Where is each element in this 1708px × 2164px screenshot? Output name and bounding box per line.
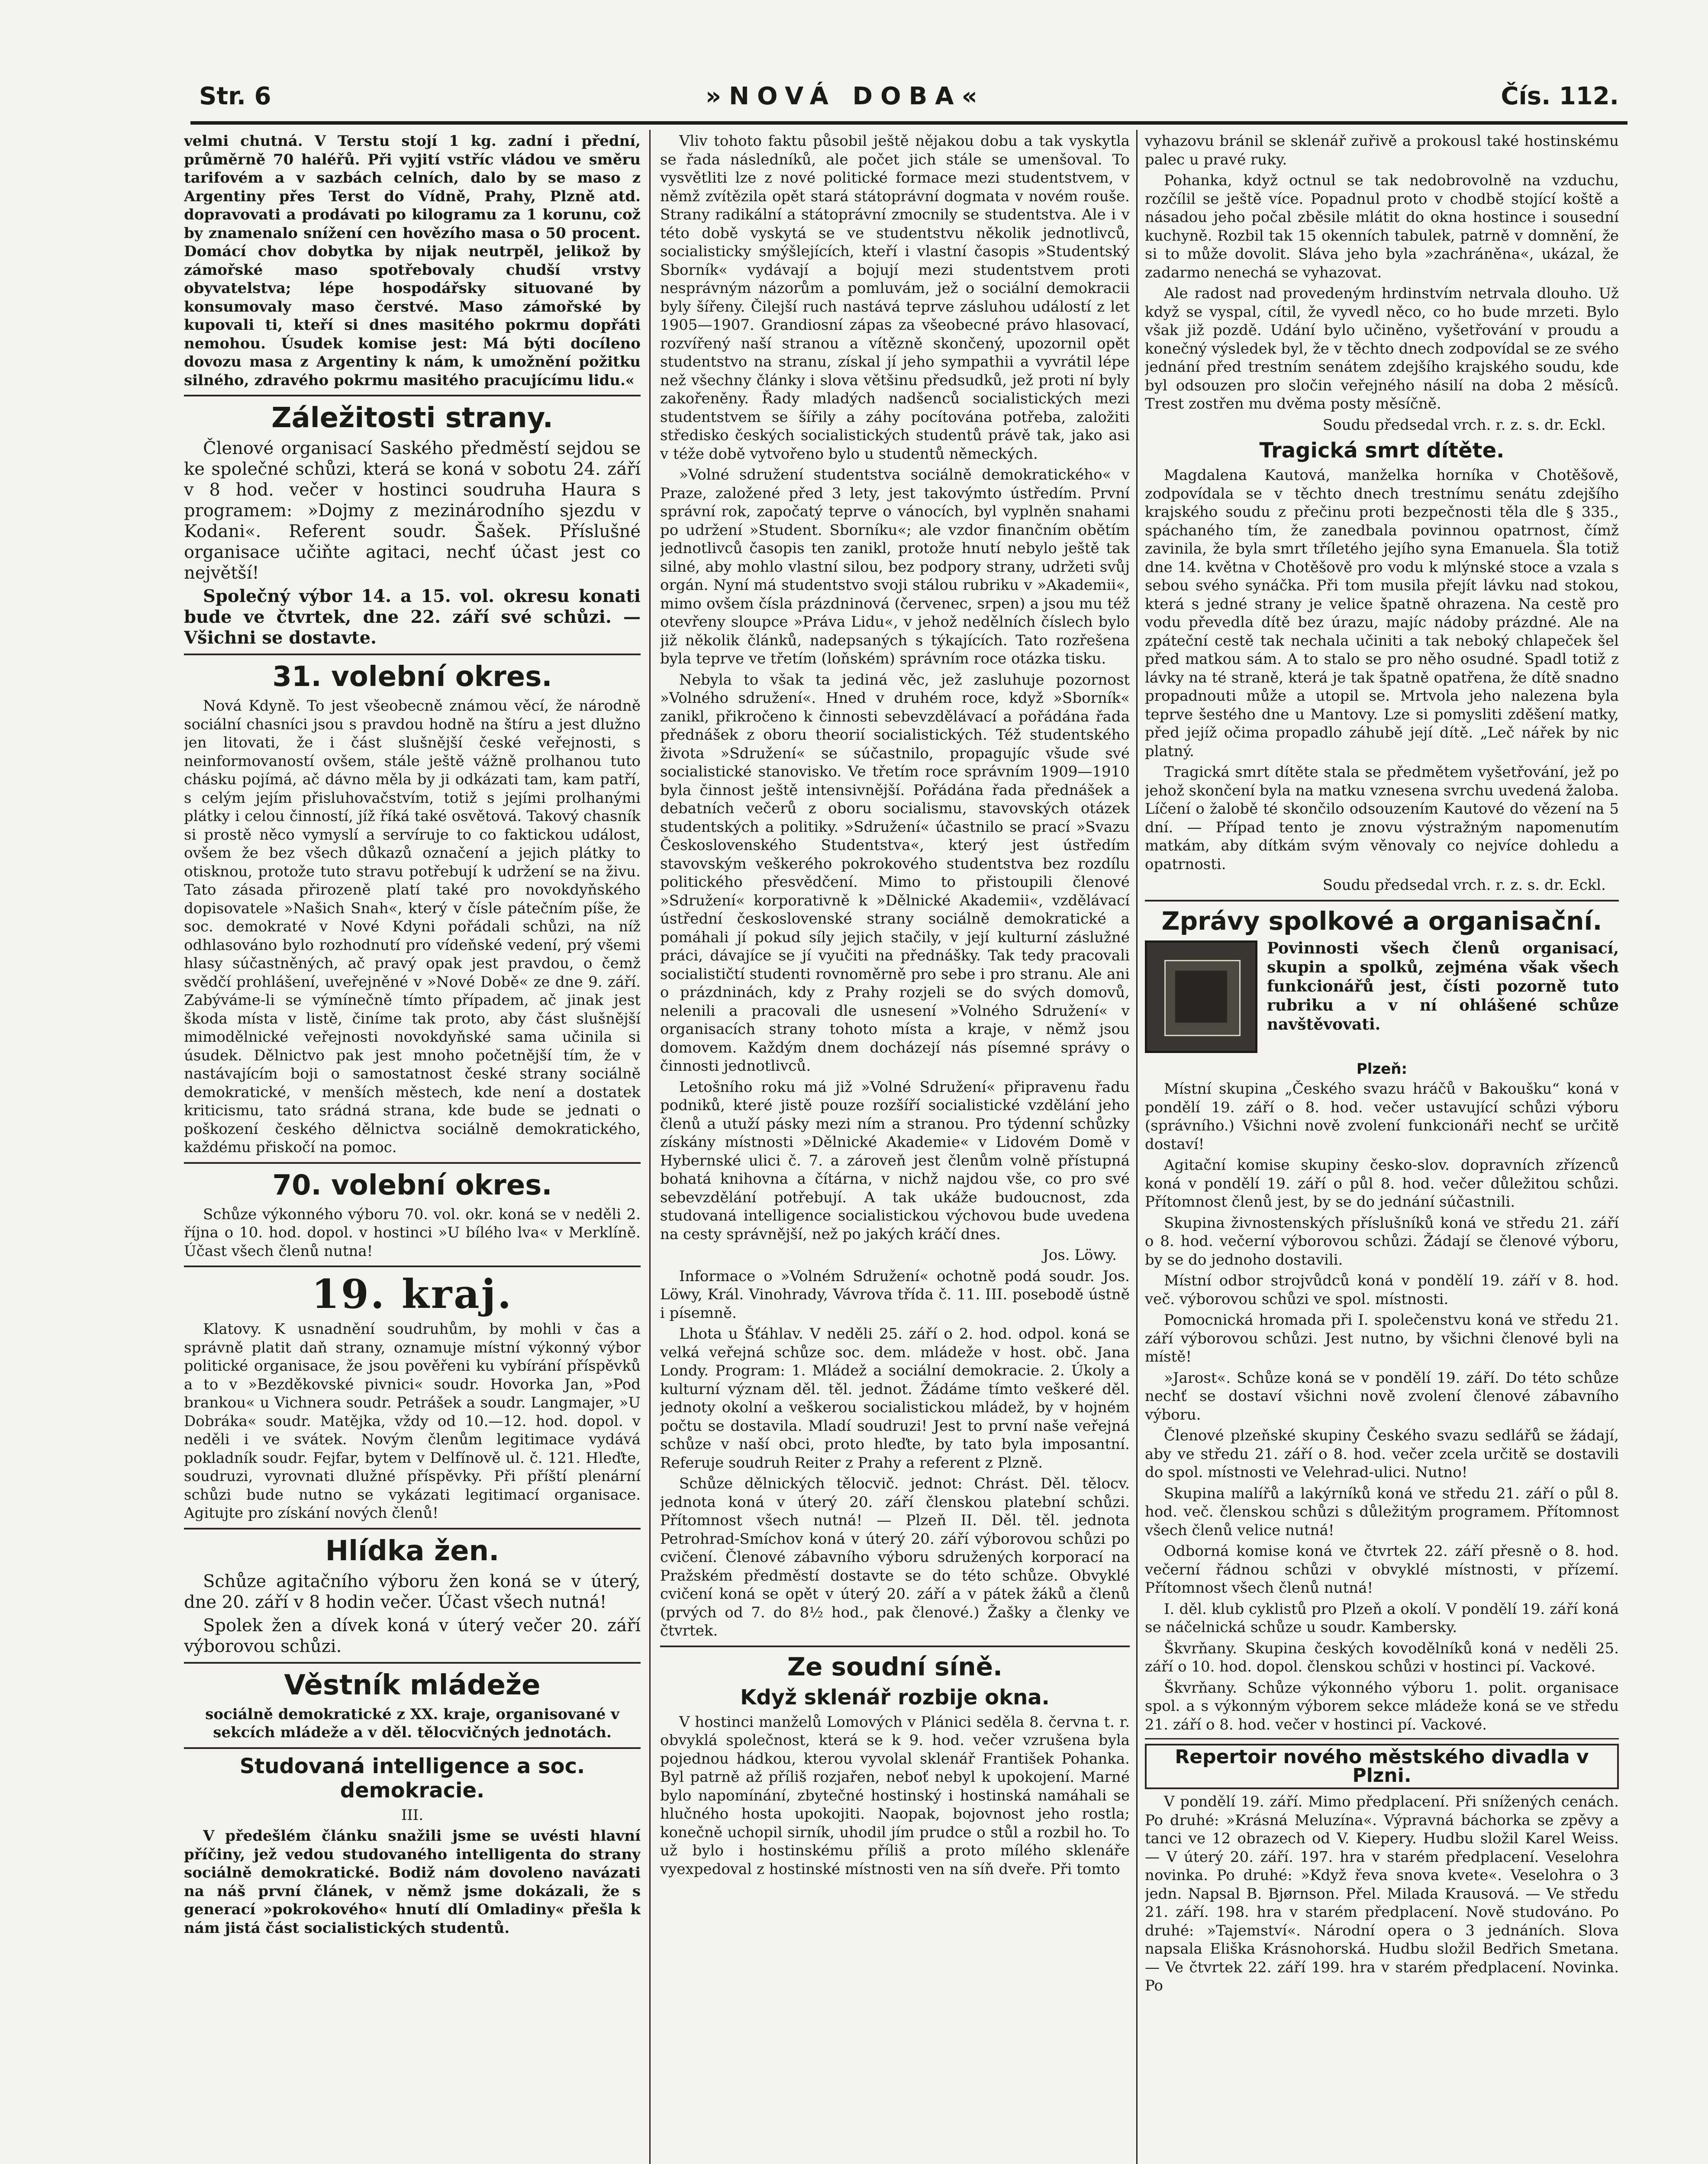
article-paragraph: V pondělí 19. září. Mimo předplacení. Při snížených cenách. Po druhé: »Krásná Meluzína«. Výpravná báchorka se zpěvy a tanci ve 12 obrazech od V. Kiepery. Hudbu složil Karel Weiss. — V úterý 20. září. 197. hra v starém předplacení. Veselohra novinka. Po druhé: »Když řeva snova kvete«. Veselohra o 3 jedn. Napsal B. Bjørnson. Přel. Milada Krausová. — Ve středu 21. září. 198. hra v starém předplacení. Nově studováno. Po druhé: »Tajemství«. Národní opera o 3 jednáních. Slova napsala Eliška Krásnohorská. Hudbu složil Bedřich Smetana. — Ve čtvrtek 22. září 199. hra v starém předplacení. Novinka. Po (1145, 1793, 1619, 1994)
article-heading: Tragická smrt dítěte. (1259, 438, 1505, 463)
stamp-center (1175, 971, 1227, 1023)
notice-paragraph: Škvrňany. Schůze výkonného výboru 1. polit. organisace spol. a s výkonným výborem sekce mládeže koná se ve středu 21. září o 8. hod. večer v hostinci pí. Vackové. (1145, 1679, 1619, 1733)
page-number: Str. 6 (199, 82, 271, 110)
section-heading: Věstník mládeže (284, 1669, 541, 1701)
article-paragraph: Nebyla to však ta jediná věc, jež zasluhuje pozornost »Volného sdružení«. Hned v druhém roce, když »Sborník« zanikl, přikročeno k činnosti sebevzdělávací a pořádána řada přednášek z oboru theorií socialistických. Též studentského života »Sdružení« se súčastnilo, propagujíc všude své socialistické stanovisko. Ve třetím roce správním 1909—1910 byla činnost ještě intensivnější. Pořádána řada přednášek a debatních večerů z oboru socialismu, stavovských otázek studentských a politiky. »Sdružení« účastnilo se prací »Svazu Československého Studentstva«, který jest ústředím stavovským veškerého pokrokového studentstva bez rozdílu politického přesvědčení. Mimo to přistoupili členové »Sdružení« korporativně k »Dělnické Akademii«, vzdělávací ústřední československé strany sociálně demokratické a pomáhali jí pokud síly jejich stačily, v její kulturní záslužné práci, dávajíce se jí vyučiti na přednášky. Tak tedy pracovali socialističtí studenti rovnoměrně pro sebe i pro stranu. Ale ani o prázdninách, kdy z Prahy rozjeli se do svých domovů, nelenili a pracovali dle usnesení »Volného Sdružení« v organisacích strany tohoto místa a kraje, v němž jsou domovem. Každým dnem docházejí nás písemné správy o činnosti jednotlivců. (660, 671, 1130, 1075)
issue-number: Čís. 112. (1501, 82, 1619, 110)
article-paragraph: Vliv tohoto faktu působil ještě nějakou dobu a tak vyskytla se řada následníků, ale počet jich stále se umenšoval. To vysvětliti lze z nové politické formace mezi studentstvem, v němž zvítězila opět stará státoprávní dogmata v novém rouše. Strany radikální a státoprávní zmocnily se studentstva. Ale i v této době vyskytá se ve studentstvu několik jednotlivců, socialisticky smýšlejících, kteří i vlastní časopis »Studentský Sborník« vydávají a bojují mezi studentstvem proti nesprávným názorům a pomluvám, jež o sociální demokracii byly šířeny. Čilejší ruch nastává teprve zásluhou událostí z let 1905—1907. Grandiosní zápas za všeobecné právo hlasovací, rozvířený naší stranou a vítězně skončený, upozornil opět studentstvo na stranu, získal jí jeho sympathii a vyvrátil lépe než všechny články i slova většinu předsudků, jež proti ní byly zakořeněny. Řady mladých nadšenců socialistických mezi studentstvem se šířily a záhy pocítována potřeba, založiti středisko českých socialistických studentů právě tak, jako asi v téže době vytvořeno bylo u studentů německých. (660, 132, 1130, 463)
section-heading: 19. kraj. (311, 1271, 513, 1317)
section-rule (184, 654, 641, 655)
notice-paragraph: Odborná komise koná ve čtvrtek 22. září přesně o 8. hod. večerní řádnou schůzi v obvyklé místnosti, v přízemí. Přítomnost všech členů nutná! (1145, 1542, 1619, 1597)
article-paragraph: vyhazovu bránil se sklenář zuřivě a prokousl také hostinskému palec u pravé ruky. (1145, 132, 1619, 168)
column-divider (1136, 130, 1138, 2164)
column-divider (649, 130, 651, 2164)
page-header (199, 82, 1619, 113)
section-rule (184, 395, 641, 396)
notice-paragraph: I. děl. klub cyklistů pro Plzeň a okolí. V pondělí 19. září koná se náčelnická schůze u soudr. Kambersky. (1145, 1600, 1619, 1636)
notice-box (1145, 939, 1619, 1056)
notice-paragraph: Pomocnická hromada při I. společenstvu koná ve středu 21. září výborovou schůzi. Jest nutno, by všichni členové byli na místě! (1145, 1311, 1619, 1365)
article-part-number: III. (401, 1806, 424, 1824)
notice-paragraph: Členové organisací Saského předměstí sejdou se ke společné schůzi, která se koná v sobotu 24. září v 8 hod. večer v hostinci soudruha Haura s programem: »Dojmy z mezinárodního sjezdu v Kodani«. Referent soudr. Šašek. Příslušné organisace učiňte agitaci, nechť účast jest co největší! (184, 438, 641, 583)
article-paragraph: Letošního roku má již »Volné Sdružení« připravenu řadu podniků, které jistě pouze rozšíří socialistické vzdělání jeho členů a utuží pásky mezi ním a stranou. Pro týdenní schůzky získány místnosti »Dělnické Akademie« v Lidovém Domě v Hybernské ulici č. 7. a zároveň jest členům volně přístupná bohatá knihovna a čítárna, v nichž najdou vše, co pro své sebevzdělání potřebují. A tak ukáže budoucnost, zda studovaná intelligence socialistickou výchovou bude uvedena na cesty správnější, než po jakých kráčí dnes. (660, 1078, 1130, 1243)
section-heading: 31. volební okres. (272, 661, 552, 693)
article-paragraph: Ale radost nad provedeným hrdinstvím netrvala dlouho. Už když se vyspal, cítil, že vyvedl něco, co ho bude mrzeti. Bylo však již pozdě. Udání bylo učiněno, vyšetřování v proudu a konečný výsledek byl, že v těchto dnech zodpovídal se ze svého jednání před trestním senátem zdejšího krajského soudu, kde byl odsouzen pro sločin veřejného násilí na doba 2 měsíců. Trest zostřen mu dvěma posty měsíčně. (1145, 285, 1619, 412)
city-subheading: Plzeň: (1356, 1060, 1408, 1078)
header-rule (190, 121, 1627, 125)
article-paragraph: Pohanka, když octnul se tak nedobrovolně na vzduchu, rozčílil se ještě více. Popadnul proto v chodbě stojící koště a násadou jeho počal zběsile mlátit do okna hostince i sousední kuchyně. Rozbil tak 15 okenních tabulek, patrně v domnění, že si to může dovolit. Sláva jeho byla »zachráněna«, ukázal, že zadarmo nenechá se vyhazovat. (1145, 172, 1619, 281)
article-paragraph: V předešlém článku snažili jsme se uvésti hlavní příčiny, jež vedou studovaného intelligenta do strany sociálně demokratické. Bodiž nám dovoleno navázati na náš první článek, v němž jsme dokázali, že s generací »pokrokového« hnutí dlí Omladiny« přešla k nám jistá část socialistických studentů. (184, 1827, 641, 1937)
notice-text: Povinnosti všech členů organisací, skupin a spolků, zejména však všech funkcionářů jest, čísti pozorně tuto rubriku a v ní ohlášené schůze navštěvovati. (1267, 939, 1619, 1034)
section-heading: Ze soudní síně. (787, 1652, 1003, 1681)
section-subheading: sociálně demokratické z XX. kraje, organisované v sekcích mládeže a v děl. tělocvičných jednotách. (205, 1705, 619, 1741)
section-heading: Repertoir nového městského divadla v Plzni. (1145, 1744, 1619, 1789)
article-heading: Studovaná intelligence a soc. demokracie. (239, 1754, 585, 1803)
article-continuation: velmi chutná. V Terstu stojí 1 kg. zadní i přední, průměrně 70 haléřů. Při vyjití vstříc vládou ve směru tarifovém a v sazbách celních, dalo by se maso z Argentiny přes Terst do Vídně, Prahy, Plzně atd. dopravovati a prodávati po kilogramu za 1 korunu, což by znamenalo snížení cen hovězího masa o 50 procent. Domácí chov dobytka by nijak neutrpěl, jelikož by zámořské maso spotřebovaly chudší vrstvy obyvatelstva; lépe hospodářsky situované by konsumovaly maso čerstvé. Maso zámořské by kupovali ti, kteří si dnes masitého pokrmu dopřáti nemohou. Úsudek komise jest: Má býti docíleno dovozu masa z Argentiny k nám, k umožnění požitku silného, zdravého pokrmu masitého pracujícímu lidu.« (184, 132, 641, 389)
article-paragraph: »Volné sdružení studentstva sociálně demokratického« v Praze, založené před 3 lety, jest takovýmto ústředím. První správní rok, započatý teprve o vánocích, byl vyplněn snahami po udržení »Student. Sborníku«; ale vzdor finančním obětím jednotlivců časopis ten zanikl, protože hnutí nebylo ještě tak silné, aby mohlo vlastní silou, bez podpory strany, udržeti svůj orgán. Nyní má studentstvo svoji stálou rubriku v »Akademii«, mimo ovšem čísla prázdninová (červenec, srpen) a jsou mu též otevřeny sloupce »Práva Lidu«, v jehož nedělních číslech bylo již několik článků, nadepsaných s týkajících. Tato rozřešena byla teprve ve třetím (loňském) správním roce otázka tisku. (660, 466, 1130, 667)
section-heading: 70. volební okres. (272, 1169, 552, 1201)
notice-paragraph: Členové plzeňské skupiny Českého svazu sedlářů se žádají, aby ve středu 21. září o 8. hod. večer zcela určitě se dostavili do spol. místnosti ve Velehrad-ulici. Nutno! (1145, 1427, 1619, 1481)
notice-paragraph: Společný výbor 14. a 15. vol. okresu konati bude ve čtvrtek, dne 22. září své schůzi. — Všichni se dostavte. (184, 586, 641, 648)
notice-paragraph: Schůze agitačního výboru žen koná se v úterý, dne 20. září v 8 hodin večer. Účast všech nutná! (184, 1571, 641, 1612)
article-paragraph: Magdalena Kautová, manželka horníka v Chotěšově, zodpovídala se v těchto dnech trestnímu senátu zdejšího krajského soudu z přečinu proti bezpečnosti těla dle § 335., spáchaného tím, že zanedbala povinnou opatrnost, čímž zavinila, že byla smrt tříletého jejího syna Emanuela. Šla totiž dne 14. května v Chotěšově pro vodu k mlýnské stoce a vzala s sebou svého synáčka. Při tom musila přejít lávku nad stokou, která s jedné strany je velice špatně ohrazena. Na cestě pro vodu převedla dítě bez úrazu, majíc nádoby prázdné. Ale na zpáteční cestě tak nechala učiniti a tak neboký chlapeček šel před matkou sám. A to stalo se pro něho osudné. Spadl totiž z lávky na té straně, která je tak špatně opatřena, že dítě snadno propadnouti může a utopil se. Mrtvola jeho nalezena byla teprve šestého dne u Mantovy. Lze si pomysliti zděšení matky, před jejíž očima propadlo záhubě její dítě. „Leč nářek by nic platný. (1145, 467, 1619, 760)
section-heading: Zprávy spolkové a organisační. (1161, 906, 1602, 936)
article-paragraph: V hostinci manželů Lomových v Plánici seděla 8. června t. r. obvyklá společnost, která se k 9. hod. večer vzrušena byla pojednou hádkou, kterou vyvolal sklenář František Pohanka. Byl patrně až příliš rozjařen, neboť nebyl k upokojení. Marné bylo napomínání, zbytečné hostinský i hostinská namáhali se hlučného hosta upokojiti. Naopak, bojovnost jeho rostla; konečně uchopil sirník, uhodil jím prudce o stůl a rozbil ho. To už bylo i hostinskému příliš a proto mílého sklenáře vyexpedoval z hostinské místnosti ven na síň dveře. Při tomto (660, 1713, 1130, 1878)
section-rule (1145, 900, 1619, 902)
notice-paragraph: Spolek žen a dívek koná v úterý večer 20. září výborovou schůzi. (184, 1615, 641, 1656)
section-heading: Hlídka žen. (325, 1535, 500, 1567)
notice-paragraph: »Jarost«. Schůze koná se v pondělí 19. září. Do této schůze nechť se dostaví všichni nově zvolení členové zábavního výboru. (1145, 1369, 1619, 1423)
masthead-title: »NOVÁ DOBA« (706, 82, 985, 110)
section-rule (184, 1266, 641, 1267)
notice-paragraph: Klatovy. K usnadnění soudruhům, by mohli v čas a správně platit daň strany, oznamuje místní výkonný výbor politické organisace, že jsou pověřeni ku vybírání příspěvků a to v »Bezděkovské pivnici« soudr. Hovorka Jan, »Pod brankou« u Vichnera soudr. Petrášek a soudr. Langmajer, »U Dobráka« soudr. Matějka, vždy od 10.—12. hod. dopol. v neděli i ve svátek. Novým členům legitimace vydává pokladník soudr. Fejfar, bytem v Delfínově ul. č. 121. Hleďte, soudruzi, vyrovnati dlužné příspěvky. Při příští plenární schůzi bude nutno se vykázati legitimací organisace. Agitujte pro získání nových členů! (184, 1320, 641, 1522)
notice-paragraph: Lhota u Šťáhlav. V neděli 25. září o 2. hod. odpol. koná se velká veřejná schůze soc. dem. mládeže v host. obč. Jana Londy. Program: 1. Mládež a sociální demokracie. 2. Úkoly a kulturní význam děl. těl. jednot. Žádáme tímto veškeré děl. jednoty okolní a veškerou socialistickou mládež, by v hojném počtu se dostavila. Mladí soudruzi! Jest to první naše veřejná schůze v naší obci, proto hleďte, by tato byla imposantní. Referuje soudruh Reiter z Prahy a referent z Plzně. (660, 1325, 1130, 1472)
section-rule (184, 1662, 641, 1664)
notice-paragraph: Místní odbor strojvůdců koná v pondělí 19. září v 8. hod. več. výborovou schůzi ve spol. místnosti. (1145, 1272, 1619, 1308)
column-1 (184, 132, 641, 2164)
notice-paragraph: Schůze dělnických tělocvič. jednot: Chrást. Děl. tělocv. jednota koná v úterý 20. září členskou platební schůzi. Přítomnost všech nutná! — Plzeň II. Děl. těl. jednota Petrohrad-Smíchov koná v úterý 20. září výborovou schůzi po cvičení. Členové zábavního výboru sdružených korporací na Pražském předměstí dostavte se do této schůze. Obvyklé cvičení koná se opět v úterý 20. září a v pátek žáků a členů (prvých od 7. do 8½ hod., pak členové.) Žašky a členky ve čtvrtek. (660, 1475, 1130, 1639)
article-signature: Soudu předsedal vrch. r. z. s. dr. Eckl. (1322, 416, 1606, 434)
article-heading: Když sklenář rozbije okna. (740, 1685, 1050, 1710)
column-3 (1145, 132, 1619, 2164)
article-paragraph: Tragická smrt dítěte stala se předmětem vyšetřování, jež po jehož skončení byla na matku vznesena svrchu uvedená žaloba. Líčení o žalobě té skončilo odsouzením Kautové do vězení na 5 dní. — Případ tento je znovu výstražným napomenutím matkám, aby dítkám svým věnovaly co nejvíce dohledu a opatrnosti. (1145, 763, 1619, 873)
notice-paragraph: Skupina malířů a lakýrníků koná ve středu 21. září o půl 8. hod. več. členskou schůzi s důležitým programem. Přítomnost všech členů velice nutná! (1145, 1485, 1619, 1539)
notice-paragraph: Schůze výkonného výboru 70. vol. okr. koná se v neděli 2. října o 10. hod. dopol. v hostinci »U bílého lva« v Merklíně. Účast všech členů nutna! (184, 1205, 641, 1260)
section-heading: Záležitosti strany. (271, 402, 553, 434)
article-signature: Jos. Löwy. (1043, 1246, 1117, 1264)
article-signature: Soudu předsedal vrch. r. z. s. dr. Eckl. (1322, 876, 1606, 894)
section-rule (184, 1162, 641, 1164)
stamp-icon (1145, 940, 1257, 1053)
notice-paragraph: Agitační komise skupiny česko-slov. dopravních zřízenců koná v pondělí 19. září o půl 8. hod. večer důležitou schůzi. Přítomnost členů jest, by se do jednání súčastnili. (1145, 1156, 1619, 1211)
article-paragraph: Informace o »Volném Sdružení« ochotně podá soudr. Jos. Löwy, Král. Vinohrady, Vávrova třída č. 11. III. posebodě ústně i písemně. (660, 1267, 1130, 1322)
section-rule (184, 1747, 641, 1749)
article-paragraph: Nová Kdyně. To jest všeobecně známou věcí, že národně sociální chasníci jsou s pravdou hodně na štíru a jest dlužno jen litovati, že i část slušnější české veřejnosti, s neinformovaností ovšem, stále ještě vážně prolhanou tuto chásku pojímá, ač dávno měla by ji odkázati tam, kam patří, s celým jejím přisluhovačstvím, totiž s jejími prolhanými plátky i celou činností, jíž říká také osvětová. Takový chasník si prostě něco vymyslí a servíruje to co faktickou událost, ovšem že bez všech důkazů označení a jejich plátky to otisknou, protože tuto stravu potřebují k udržení se na živu. Tato zásada přirozeně platí také pro novokdyňského dopisovatele »Našich Snah«, který v čísle pátečním píše, že soc. demokraté v Nové Kdyni pořádali schůzi, na níž odhlasováno bylo rozhodnutí pro vídeňské vedení, prý všemi hlasy súčastněných, ač pravý opak jest pravdou, o čemž svědčí prohlášení, uveřejněné v »Nové Době« ze dne 9. září. Zabýváme-li se výmínečně tímto případem, ač jinak jest škoda místa v listě, činíme tak proto, aby část slušnější mimodělnické veřejnosti novokdyňské sama učinila si úsudek. Dělnictvo pak jest mnoho početnější tím, že v nastávajícím boji o samostatnost české strany sociálně demokratické, v menších městech, kde není a dostatek kriticismu, tato srádná strana, kde bude se jednati o poškození českého dělnictva sociálně demokratického, každému přiskočí na pomoc. (184, 697, 641, 1156)
section-rule (660, 1646, 1130, 1647)
notice-paragraph: Místní skupina „Českého svazu hráčů v Bakoušku“ koná v pondělí 19. září o 8. hod. večer ustavující schůzi výboru (správního.) Všichni nově zvolení funkcionáři nechť se určitě dostaví! (1145, 1080, 1619, 1153)
column-2 (660, 132, 1130, 2164)
notice-paragraph: Skupina živnostenských příslušníků koná ve středu 21. září o 8. hod. večerní výborovou schůzi. Žádají se členové výboru, by se do jednoho dostavili. (1145, 1214, 1619, 1269)
section-rule (184, 1528, 641, 1530)
notice-paragraph: Škvrňany. Skupina českých kovodělníků koná v neděli 25. září o 10. hod. dopol. členskou schůzi v hostinci pí. Vackové. (1145, 1639, 1619, 1675)
section-rule (1145, 1738, 1619, 1739)
